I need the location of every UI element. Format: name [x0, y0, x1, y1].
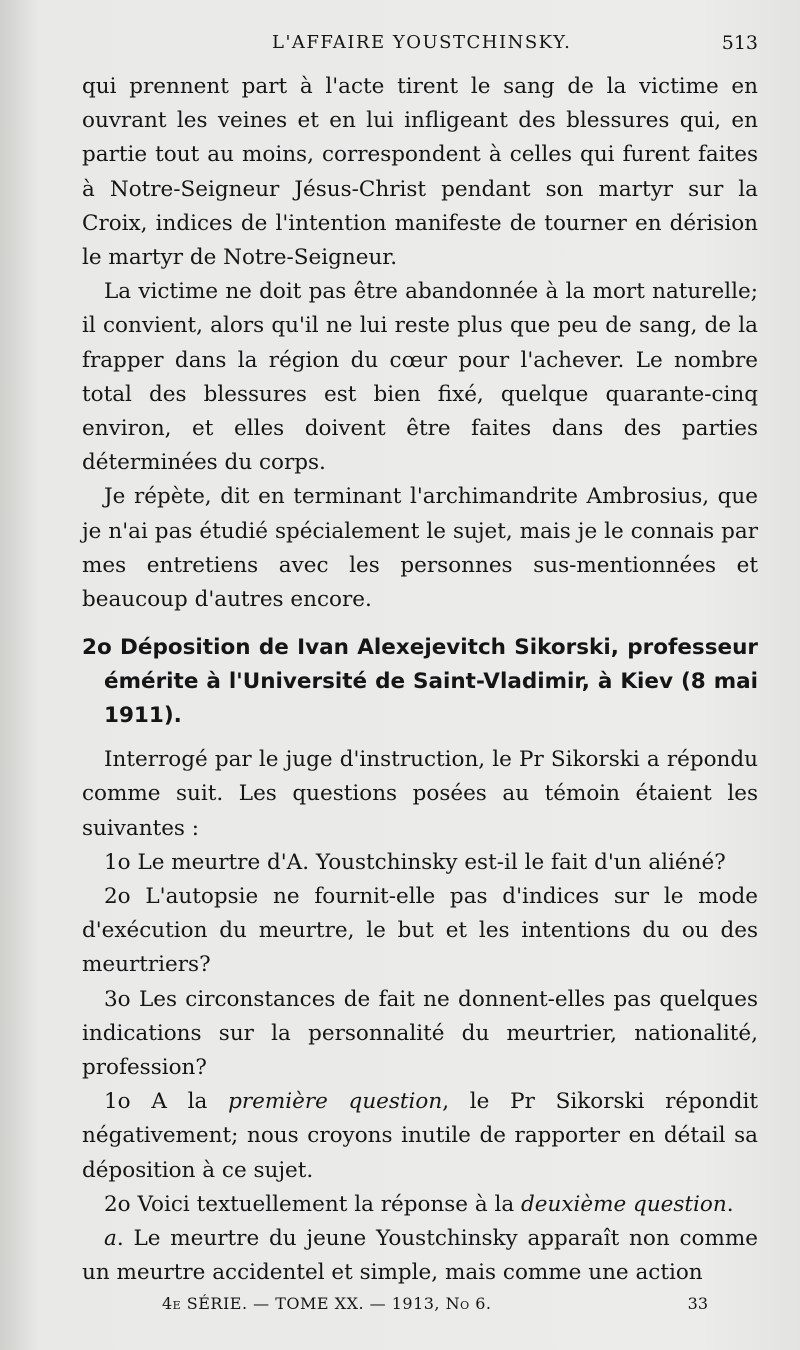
paragraph: Je répète, dit en terminant l'archimandrite Ambrosius, que je n'ai pas étudié spécialement le sujet, mais je le connais par mes entretiens avec les personnes sus-mentionnées et beaucoup d'autres encore.: [82, 484, 758, 613]
running-head: [82, 32, 758, 62]
emphasis: première question: [228, 1089, 443, 1115]
answer-paragraph: [82, 1085, 758, 1188]
text-run: . Le meurtre du jeune Youstchinsky apparaît non comme un meurtre accidentel et simple, mais comme une action: [82, 1226, 758, 1286]
page-number: 513: [721, 32, 758, 54]
answer-paragraph: [82, 1188, 758, 1222]
text-run: .: [726, 1191, 734, 1217]
footer-signature: 4e SÉRIE. — TOME XX. — 1913, No 6.: [162, 1294, 492, 1313]
paragraph: qui prennent part à l'acte tirent le sang de la victime en ouvrant les veines et en lui infligeant des blessures qui, en partie tout au moins, correspondent à celles qui furent faites à Notre-Seigneur Jésus-Christ pendant son martyr sur la Croix, indices de l'intention manifeste de tourner en dérision le martyr de Notre-Seigneur.: [82, 74, 758, 271]
text-run: 1o A la: [104, 1089, 229, 1115]
running-head-title: L'AFFAIRE YOUSTCHINSKY.: [272, 32, 572, 53]
question-item: 3o Les circonstances de fait ne donnent-elles pas quelques indications sur la personnalité du meurtrier, nationalité, profession?: [82, 986, 758, 1081]
section-heading: 2o Déposition de Ivan Alexejevitch Sikorski, professeur émérite à l'Université de Saint-Vladimir, à Kiev (8 mai 1911).: [82, 635, 758, 729]
emphasis: deuxième question: [521, 1191, 727, 1217]
text-run: , le Pr Sikorski répondit négativement; nous croyons inutile de rapporter en détail sa déposition à ce sujet.: [82, 1089, 758, 1183]
emphasis: a: [104, 1226, 117, 1252]
sheet-number: 33: [687, 1294, 708, 1313]
answer-paragraph: [82, 1222, 758, 1290]
text-run: 2o Voici textuellement la réponse à la: [104, 1191, 522, 1217]
question-item: 2o L'autopsie ne fournit-elle pas d'indices sur le mode d'exécution du meurtre, le but et les intentions du ou des meurtriers?: [82, 884, 758, 978]
page-footer: [82, 1294, 758, 1318]
body-text: [82, 70, 758, 1291]
question-item: 1o Le meurtre d'A. Youstchinsky est-il le fait d'un aliéné?: [104, 849, 726, 875]
paragraph: La victime ne doit pas être abandonnée à la mort naturelle; il convient, alors qu'il ne lui reste plus que peu de sang, de la frapper dans la région du cœur pour l'achever. Le nombre total des blessures est bien fixé, quelque quarante-cinq environ, et elles doivent être faites dans des parties déterminées du corps.: [82, 279, 758, 476]
paragraph: Interrogé par le juge d'instruction, le Pr Sikorski a répondu comme suit. Les questions posées au témoin étaient les suivantes :: [82, 747, 758, 841]
